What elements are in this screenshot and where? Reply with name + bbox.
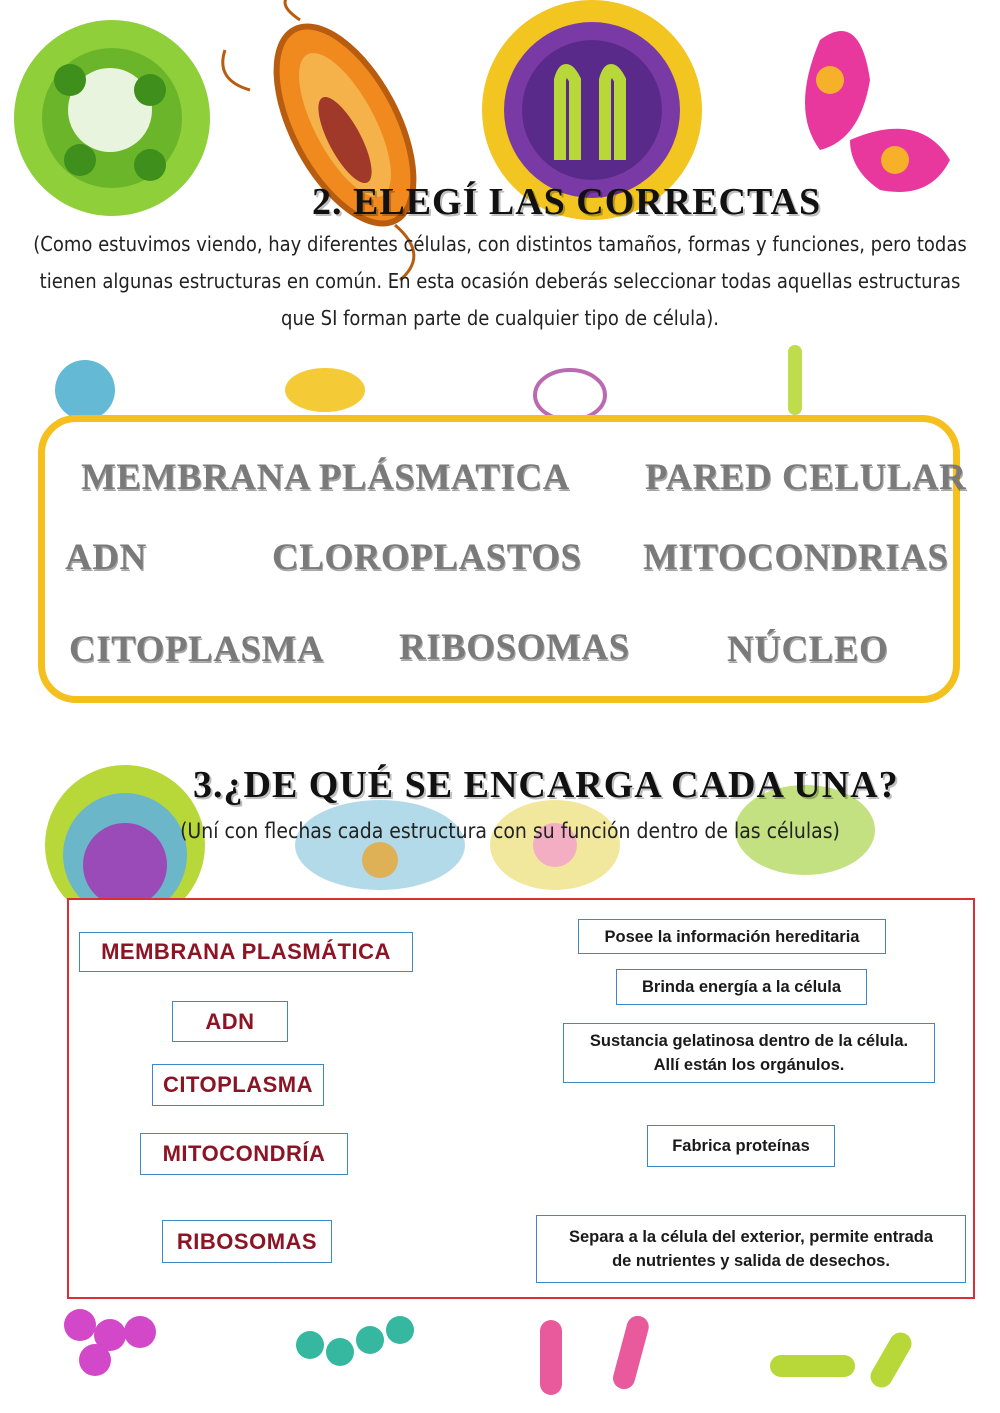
structure-mitocondria[interactable]: MITOCONDRÍA <box>140 1133 348 1175</box>
option-pared-celular[interactable]: PARED CELULAR <box>645 457 967 498</box>
option-mitocondrias[interactable]: MITOCONDRIAS <box>643 537 949 578</box>
green-cell-illustration <box>14 20 210 216</box>
structure-membrana-plasmatica[interactable]: MEMBRANA PLASMÁTICA <box>79 932 413 972</box>
option-ribosomas[interactable]: RIBOSOMAS <box>399 627 630 668</box>
section2-title: 2. ELEGÍ LAS CORRECTAS <box>312 181 822 223</box>
section2-instructions: (Como estuvimos viendo, hay diferentes células, con distintos tamaños, formas y funciones, pero todas tienen algunas estructuras en común. En esta ocasión deberás seleccionar todas aquellas estructuras que SI forman parte de cualquier tipo de célula). <box>33 232 967 330</box>
option-membrana-plasmatica[interactable]: MEMBRANA PLÁSMATICA <box>81 457 570 498</box>
structure-ribosomas[interactable]: RIBOSOMAS <box>162 1220 332 1263</box>
function-fabrica-proteinas[interactable]: Fabrica proteínas <box>647 1125 835 1167</box>
option-citoplasma[interactable]: CITOPLASMA <box>69 629 325 670</box>
option-cloroplastos[interactable]: CLOROPLASTOS <box>272 537 582 578</box>
structure-citoplasma[interactable]: CITOPLASMA <box>152 1064 324 1106</box>
option-nucleo[interactable]: NÚCLEO <box>727 629 889 670</box>
function-informacion-hereditaria[interactable]: Posee la información hereditaria <box>578 919 886 954</box>
mid-cells-illustration <box>55 345 802 420</box>
section3-title: 3.¿DE QUÉ SE ENCARGA CADA UNA? <box>193 764 899 806</box>
pink-cell-illustration <box>805 31 950 192</box>
function-sustancia-gelatinosa[interactable]: Sustancia gelatinosa dentro de la célula. Allí están los orgánulos. <box>563 1023 935 1083</box>
function-separa-celula[interactable]: Separa a la célula del exterior, permite entrada de nutrientes y salida de desechos. <box>536 1215 966 1283</box>
structure-adn[interactable]: ADN <box>172 1001 288 1042</box>
bottom-bacteria-illustration <box>64 1309 916 1395</box>
section3-instructions: (Uní con flechas cada estructura con su función dentro de las células) <box>180 819 840 843</box>
option-adn[interactable]: ADN <box>65 537 147 578</box>
select-options-box <box>38 415 967 703</box>
function-energia[interactable]: Brinda energía a la célula <box>616 969 867 1005</box>
